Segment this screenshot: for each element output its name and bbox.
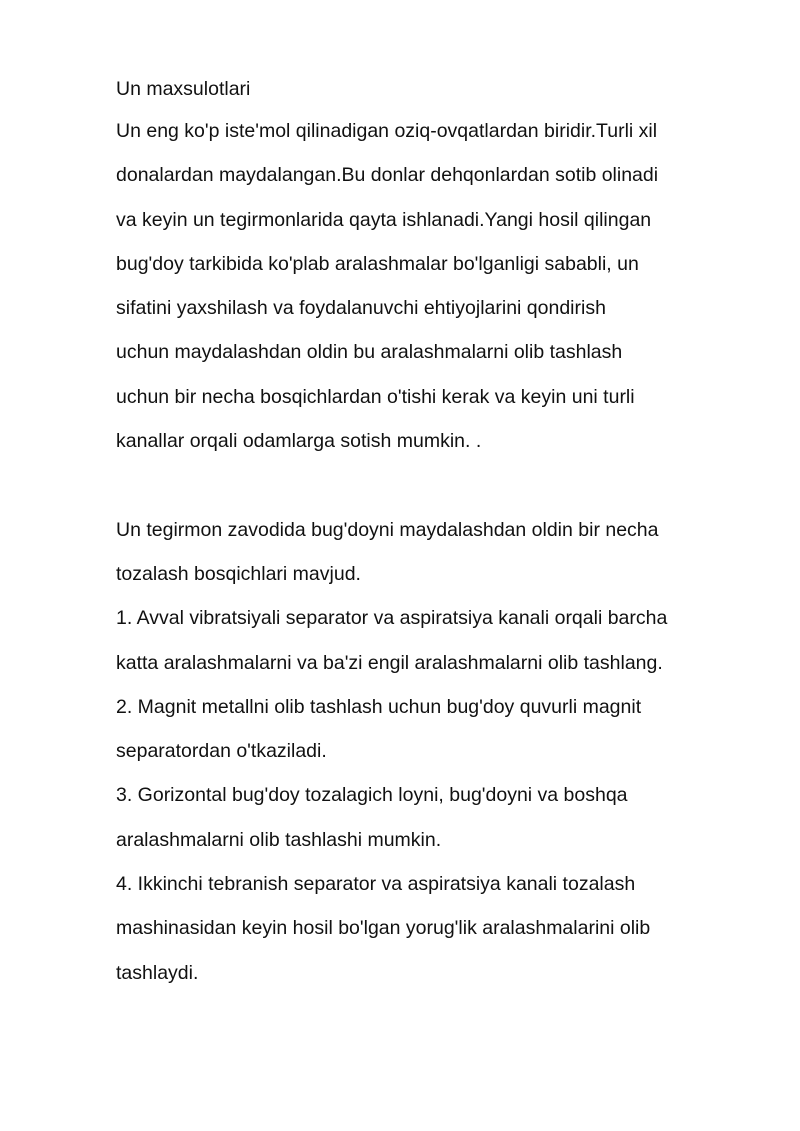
paragraph-1-line-2: donalardan maydalangan.Bu donlar dehqonlardan sotib olinadi	[116, 164, 659, 187]
paragraph-1-line-5: sifatini yaxshilash va foydalanuvchi ehtiyojlarini qondirish	[116, 297, 606, 320]
paragraph-2-line-2: tozalash bosqichlari mavjud.	[116, 562, 361, 585]
paragraph-spacer	[116, 463, 756, 507]
paragraph-1-line-6: uchun maydalashdan oldin bu aralashmalarni olib tashlash	[116, 341, 623, 364]
paragraph-1-line-4: bug'doy tarkibida ko'plab aralashmalar bo'lganligi sababli, un	[116, 252, 639, 275]
list-item-1-line-1: 1. Avval vibratsiyali separator va aspiratsiya kanali orqali barcha	[116, 607, 668, 630]
list-item-4-line-1: 4. Ikkinchi tebranish separator va aspiratsiya kanali tozalash	[116, 873, 636, 896]
list-item-4-line-3: tashlaydi.	[116, 961, 199, 984]
paragraph-2-line-1: Un tegirmon zavodida bug'doyni maydalashdan oldin bir necha	[116, 518, 659, 541]
paragraph-1-line-1: Un eng ko'p iste'mol qilinadigan oziq-ovqatlardan biridir.Turli xil	[116, 120, 658, 142]
paragraph-1-line-7: uchun bir necha bosqichlardan o'tishi kerak va keyin uni turli	[116, 385, 635, 408]
document-body	[116, 69, 756, 995]
list-item-4-line-2: mashinasidan keyin hosil bo'lgan yorug'lik aralashmalarini olib	[116, 917, 651, 940]
paragraph-1-line-8: kanallar orqali odamlarga sotish mumkin. .	[116, 430, 482, 453]
list-item-3-line-1: 3. Gorizontal bug'doy tozalagich loyni, bug'doyni va boshqa	[116, 784, 628, 807]
paragraph-1-line-3: va keyin un tegirmonlarida qayta ishlanadi.Yangi hosil qilingan	[116, 208, 652, 231]
document-title: Un maxsulotlari	[116, 78, 251, 100]
list-item-3-line-2: aralashmalarni olib tashlashi mumkin.	[116, 828, 442, 851]
list-item-1-line-2: katta aralashmalarni va ba'zi engil aralashmalarni olib tashlang.	[116, 651, 663, 674]
list-item-2-line-2: separatordan o'tkaziladi.	[116, 740, 327, 763]
list-item-2-line-1: 2. Magnit metallni olib tashlash uchun bug'doy quvurli magnit	[116, 695, 642, 718]
